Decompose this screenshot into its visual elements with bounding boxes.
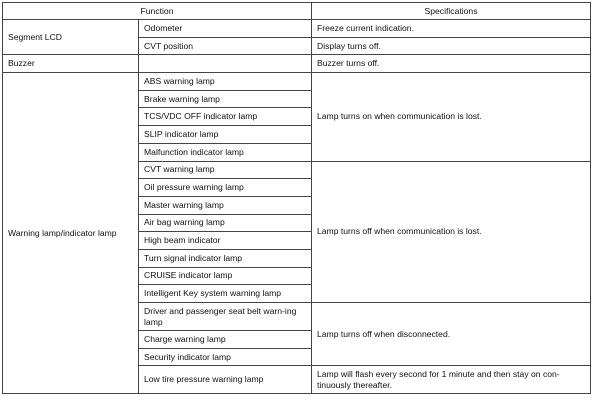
item-intelligent-key-warning-lamp: Intelligent Key system warning lamp — [139, 285, 312, 303]
item-odometer: Odometer — [139, 20, 312, 38]
header-specifications: Specifications — [312, 3, 591, 20]
item-high-beam-indicator: High beam indicator — [139, 232, 312, 250]
item-master-warning-lamp: Master warning lamp — [139, 196, 312, 214]
table-header-row — [3, 3, 591, 20]
item-cvt-warning-lamp: CVT warning lamp — [139, 161, 312, 179]
item-cruise-indicator-lamp: CRUISE indicator lamp — [139, 267, 312, 285]
item-buzzer-empty — [139, 55, 312, 73]
spec-lamp-off-disconnected: Lamp turns off when disconnected. — [312, 303, 591, 366]
spec-lamp-flash: Lamp will flash every second for 1 minute and then stay on con-tinuously thereafter. — [312, 366, 591, 394]
table-row — [3, 55, 591, 73]
group-warning-lamp: Warning lamp/indicator lamp — [3, 73, 139, 394]
function-spec-table — [2, 2, 591, 394]
item-cvt-position: CVT position — [139, 37, 312, 55]
item-security-indicator-lamp: Security indicator lamp — [139, 348, 312, 366]
item-brake-warning-lamp: Brake warning lamp — [139, 90, 312, 108]
spec-buzzer-off: Buzzer turns off. — [312, 55, 591, 73]
spec-lamp-on-comm-lost: Lamp turns on when communication is lost. — [312, 73, 591, 161]
item-low-tire-pressure-warning-lamp: Low tire pressure warning lamp — [139, 366, 312, 394]
item-charge-warning-lamp: Charge warning lamp — [139, 331, 312, 349]
item-turn-signal-indicator-lamp: Turn signal indicator lamp — [139, 249, 312, 267]
item-slip-indicator-lamp: SLIP indicator lamp — [139, 126, 312, 144]
spec-lamp-off-comm-lost: Lamp turns off when communication is lost. — [312, 161, 591, 303]
group-buzzer: Buzzer — [3, 55, 139, 73]
spec-freeze: Freeze current indication. — [312, 20, 591, 38]
item-abs-warning-lamp: ABS warning lamp — [139, 73, 312, 91]
item-oil-pressure-warning-lamp: Oil pressure warning lamp — [139, 179, 312, 197]
table-row — [3, 20, 591, 38]
item-air-bag-warning-lamp: Air bag warning lamp — [139, 214, 312, 232]
table-row — [3, 73, 591, 91]
group-segment-lcd: Segment LCD — [3, 20, 139, 55]
item-seat-belt-warning-lamp: Driver and passenger seat belt warn-ing lamp — [139, 303, 312, 331]
item-malfunction-indicator-lamp: Malfunction indicator lamp — [139, 143, 312, 161]
item-tcs-vdc-off-indicator-lamp: TCS/VDC OFF indicator lamp — [139, 108, 312, 126]
header-function: Function — [3, 3, 312, 20]
spec-display-off: Display turns off. — [312, 37, 591, 55]
